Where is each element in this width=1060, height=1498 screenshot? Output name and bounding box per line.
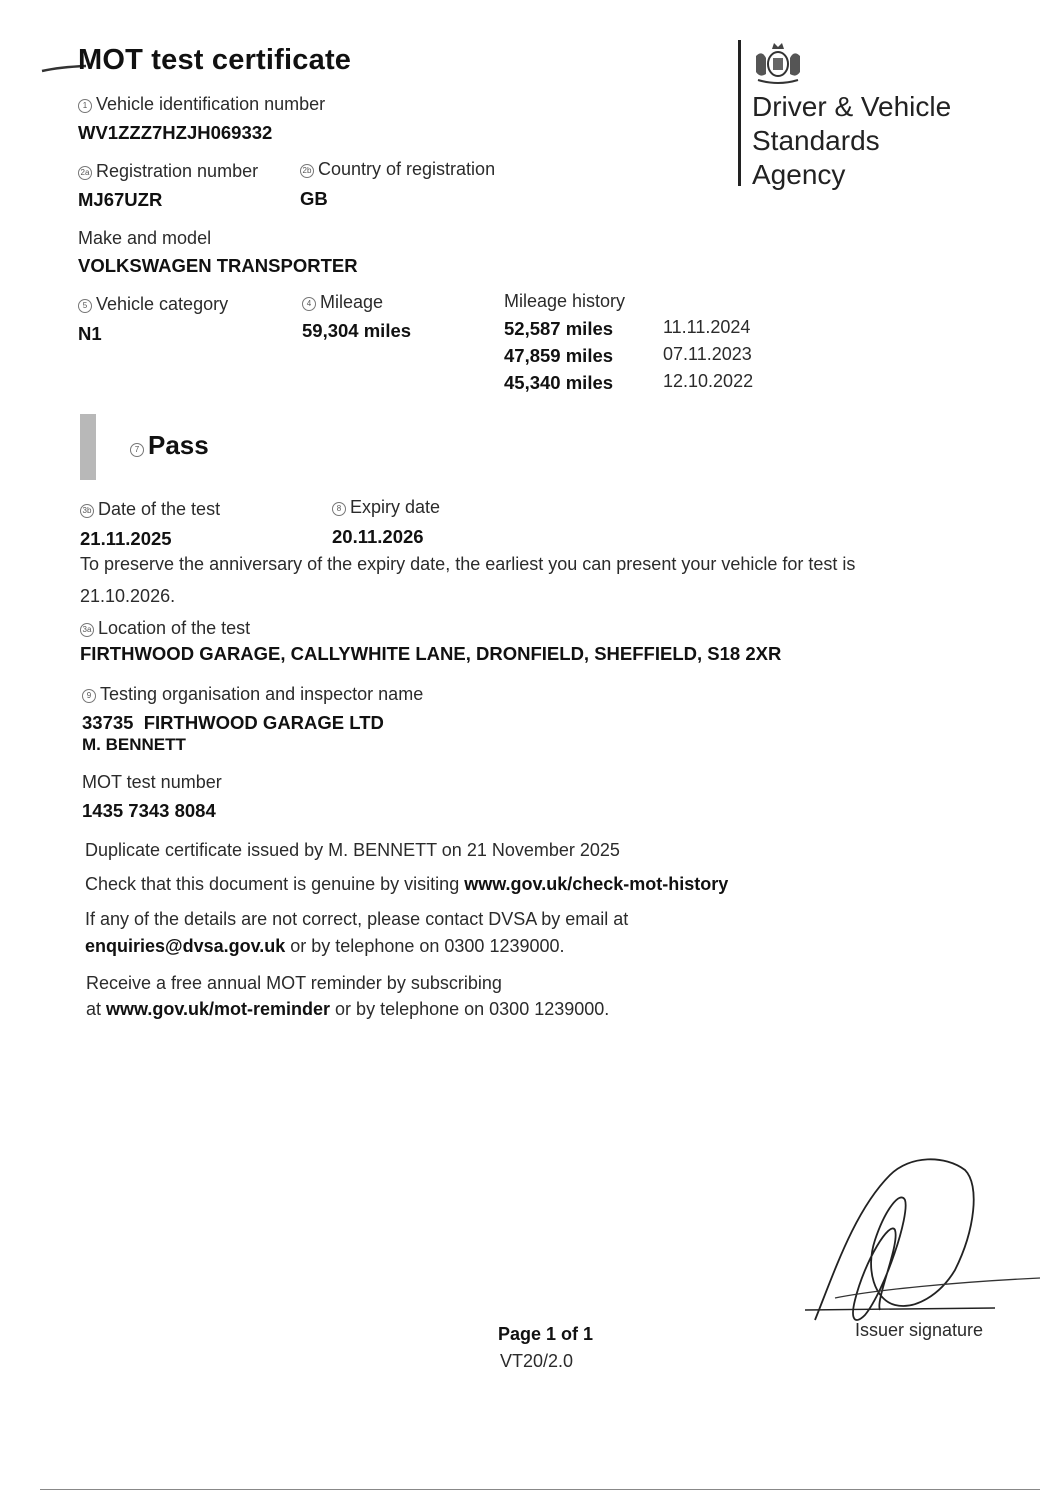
mileage-label: 4 Mileage: [302, 292, 383, 313]
agency-name-line-3: Agency: [752, 159, 846, 190]
test-number-label: MOT test number: [82, 772, 222, 792]
mot-reminder-link[interactable]: www.gov.uk/mot-reminder: [106, 999, 331, 1019]
contact-email-link[interactable]: enquiries@dvsa.gov.uk: [85, 936, 286, 956]
result-bar: [80, 414, 96, 480]
form-code: VT20/2.0: [500, 1351, 574, 1371]
anniversary-note-line-2: 21.10.2026.: [80, 586, 176, 606]
test-date-value: 21.11.2025: [80, 528, 172, 549]
expiry-date-label: 8 Expiry date: [332, 497, 440, 518]
check-mot-history-link[interactable]: www.gov.uk/check-mot-history: [464, 874, 729, 894]
issuer-signature-label: Issuer signature: [855, 1320, 984, 1340]
scan-bottom-edge: [40, 1489, 1040, 1490]
testing-organisation-label: 9 Testing organisation and inspector name: [82, 684, 423, 705]
vin-label: 1 Vehicle identification number: [78, 94, 325, 115]
mileage-history-miles-2: 47,859 miles: [504, 345, 614, 366]
agency-name-line-2: Standards: [752, 125, 880, 156]
vehicle-category-label: 5 Vehicle category: [78, 294, 228, 315]
mileage-history-date-2: 07.11.2023: [663, 344, 752, 364]
registration-value: MJ67UZR: [78, 189, 163, 210]
reminder-note-line-1: Receive a free annual MOT reminder by subscribing: [86, 973, 502, 993]
test-location-label: 3a Location of the test: [80, 618, 250, 639]
expiry-date-value: 20.11.2026: [332, 526, 424, 547]
duplicate-note: Duplicate certificate issued by M. BENNETT on 21 November 2025: [85, 840, 620, 860]
mileage-history-label: Mileage history: [504, 291, 626, 311]
vehicle-category-value: N1: [78, 323, 102, 344]
country-label: 2b Country of registration: [300, 159, 495, 180]
mileage-value: 59,304 miles: [302, 320, 412, 341]
mileage-history-date-3: 12.10.2022: [663, 371, 754, 391]
country-value: GB: [300, 188, 328, 209]
agency-name-line-1: Driver & Vehicle: [752, 91, 952, 122]
contact-note-line-2: enquiries@dvsa.gov.uk or by telephone on 0300 1239000.: [85, 936, 565, 956]
test-date-label: 3b Date of the test: [80, 499, 220, 520]
registration-label: 2a Registration number: [78, 161, 258, 182]
certificate-title: MOT test certificate: [78, 44, 352, 76]
mileage-history-miles-3: 45,340 miles: [504, 372, 614, 393]
mileage-history-date-1: 11.11.2024: [663, 317, 751, 337]
check-genuine-note: Check that this document is genuine by visiting www.gov.uk/check-mot-history: [85, 874, 729, 894]
page-number: Page 1 of 1: [498, 1324, 594, 1344]
make-model-label: Make and model: [78, 228, 212, 248]
contact-note-line-1: If any of the details are not correct, please contact DVSA by email at: [85, 909, 629, 929]
test-location-value: FIRTHWOOD GARAGE, CALLYWHITE LANE, DRONFIELD, SHEFFIELD, S18 2XR: [80, 643, 782, 664]
anniversary-note-line-1: To preserve the anniversary of the expiry date, the earliest you can present your vehicle for test is: [80, 554, 856, 574]
testing-organisation-value: 33735 FIRTHWOOD GARAGE LTD: [82, 712, 384, 733]
test-number-value: 1435 7343 8084: [82, 800, 216, 821]
make-model-value: VOLKSWAGEN TRANSPORTER: [78, 255, 358, 276]
vin-value: WV1ZZZ7HZJH069332: [78, 122, 273, 143]
royal-crest-icon: [750, 40, 806, 86]
issuer-signature: [795, 1150, 1045, 1330]
test-result: 7 Pass: [130, 430, 209, 461]
reminder-note-line-2: at www.gov.uk/mot-reminder or by telephone on 0300 1239000.: [86, 999, 610, 1019]
agency-divider: [738, 40, 741, 186]
inspector-name: M. BENNETT: [82, 735, 186, 754]
mileage-history-miles-1: 52,587 miles: [504, 318, 614, 339]
